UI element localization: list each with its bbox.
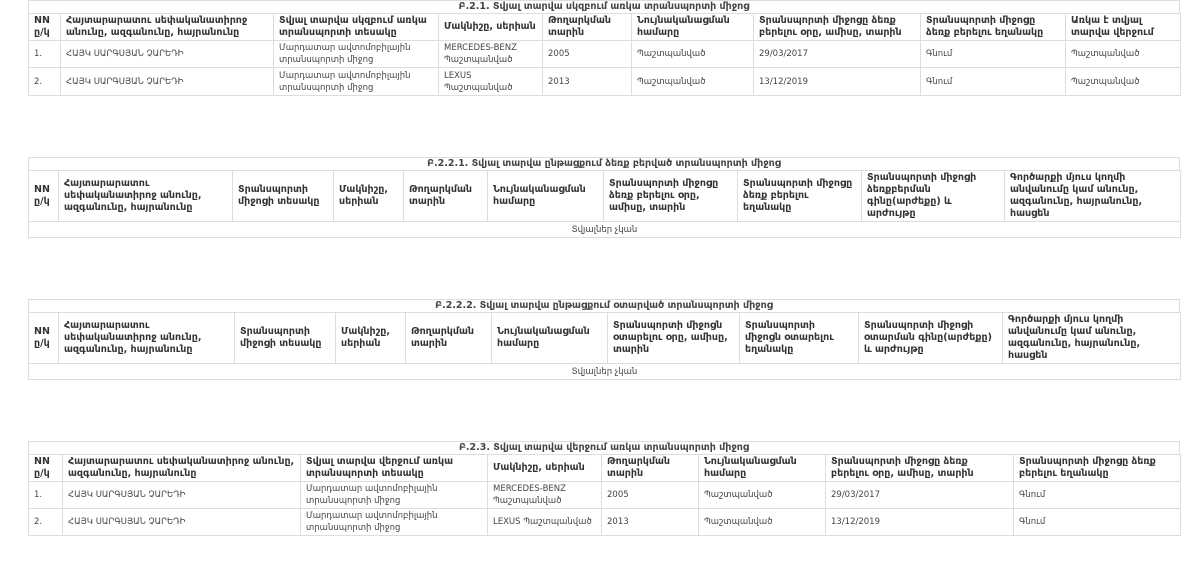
header-cell: Թողարկման տարին [406, 313, 492, 364]
table-cell: Գնում [1014, 482, 1181, 509]
header-cell: Գործարքի մյուս կողմի անվանումը կամ անունը, ազգանունը, հայրանունը, հասցեն [1005, 171, 1181, 222]
header-cell: Նույնականացման համարը [492, 313, 608, 364]
table-cell: Մարդատար ավտոմոբիլային տրանսպորտի միջոց [301, 482, 488, 509]
table-cell: Գնում [921, 68, 1066, 96]
table-cell: Պաշտպանված [1066, 68, 1181, 96]
table-cell: LEXUS Պաշտպանված [488, 509, 602, 536]
header-cell: Տրանսպորտի միջոցը ձեռք բերելու օրը, ամիսը, տարին [604, 171, 738, 222]
header-cell: NN ը/կ [29, 14, 61, 41]
table-row [29, 509, 1181, 536]
header-cell: Հայտարարատու սեփականատիրոջ անունը, ազգանունը, հայրանունը [61, 14, 274, 41]
table-cell: MERCEDES-BENZ Պաշտպանված [488, 482, 602, 509]
table-cell: ՀԱՅԿ ՍԱՐԳՍՅԱՆ ՉԱՐԵԴԻ [61, 68, 274, 96]
table-cell: Պաշտպանված [632, 41, 754, 68]
header-cell: Տրանսպորտի միջոցը ձեռք բերելու եղանակը [921, 14, 1066, 41]
empty-row [29, 222, 1181, 238]
header-cell: Տրանսպորտի միջոցն օտարելու եղանակը [740, 313, 859, 364]
header-cell: Տրանսպորտի միջոցն օտարելու օրը, ամիսը, տարին [608, 313, 740, 364]
table-cell: 29/03/2017 [754, 41, 921, 68]
no-data-message: Տվյալներ չկան [29, 364, 1181, 380]
header-cell: Տրանսպորտի միջոցի օտարման գինը(արժեքը) և արժույթը [859, 313, 1003, 364]
header-cell: NN ը/կ [29, 455, 63, 482]
header-row [29, 313, 1181, 364]
header-cell: Հայտարարատու սեփականատիրոջ անունը, ազգանունը, հայրանունը [59, 313, 235, 364]
header-cell: Տրանսպորտի միջոցը ձեռք բերելու օրը, ամիսը, տարին [754, 14, 921, 41]
table-cell: 2013 [543, 68, 632, 96]
table-cell: 29/03/2017 [826, 482, 1014, 509]
section-title: Բ.2.2.2. Տվյալ տարվա ընթացքում օտարված տրանսպորտի միջոց [28, 299, 1180, 312]
header-cell: Տրանսպորտի միջոցը ձեռք բերելու եղանակը [1014, 455, 1181, 482]
header-cell: NN ը/կ [29, 313, 59, 364]
table-cell: 2. [29, 509, 63, 536]
table-row [29, 482, 1181, 509]
table-cell: Մարդատար ավտոմոբիլային տրանսպորտի միջոց [274, 41, 439, 68]
year-start-vehicles-table [28, 13, 1181, 96]
table-cell: ՀԱՅԿ ՍԱՐԳՍՅԱՆ ՉԱՐԵԴԻ [61, 41, 274, 68]
header-cell: Տրանսպորտի միջոցը ձեռք բերելու օրը, ամիսը, տարին [826, 455, 1014, 482]
header-cell: Գործարքի մյուս կողմի անվանումը կամ անունը, ազգանունը, հայրանունը, հասցեն [1003, 313, 1181, 364]
table-cell: 2013 [602, 509, 699, 536]
header-cell: Հայտարարատու սեփականատիրոջ անունը, ազգանունը, հայրանունը [59, 171, 233, 222]
table-cell: ՀԱՅԿ ՍԱՐԳՍՅԱՆ ՉԱՐԵԴԻ [63, 509, 301, 536]
section-acquired-vehicles [28, 157, 1180, 238]
section-title: Բ.2.1. Տվյալ տարվա սկզբում առկա տրանսպորտի միջոց [28, 0, 1180, 13]
header-cell: Թողարկման տարին [602, 455, 699, 482]
table-cell: 13/12/2019 [754, 68, 921, 96]
section-title: Բ.2.3. Տվյալ տարվա վերջում առկա տրանսպորտի միջոց [28, 441, 1180, 454]
section-year-end-vehicles [28, 441, 1180, 536]
alienated-vehicles-table [28, 312, 1181, 380]
table-cell: LEXUS Պաշտպանված [439, 68, 543, 96]
table-cell: 1. [29, 41, 61, 68]
year-end-vehicles-table [28, 454, 1181, 536]
section-alienated-vehicles [28, 299, 1180, 380]
table-cell: Պաշտպանված [632, 68, 754, 96]
header-cell: NN ը/կ [29, 171, 59, 222]
table-cell: Պաշտպանված [1066, 41, 1181, 68]
header-cell: Մակնիշը, սերիան [334, 171, 404, 222]
table-cell: Գնում [1014, 509, 1181, 536]
header-cell: Տրանսպորտի միջոցի տեսակը [235, 313, 336, 364]
table-cell: 1. [29, 482, 63, 509]
empty-row [29, 364, 1181, 380]
header-cell: Թողարկման տարին [543, 14, 632, 41]
header-cell: Մակնիշը, սերիան [439, 14, 543, 41]
header-cell: Թողարկման տարին [404, 171, 488, 222]
header-cell: Նույնականացման համարը [632, 14, 754, 41]
header-cell: Տվյալ տարվա սկզբում առկա տրանսպորտի տեսակը [274, 14, 439, 41]
section-title: Բ.2.2.1. Տվյալ տարվա ընթացքում ձեռք բերված տրանսպորտի միջոց [28, 157, 1180, 170]
header-cell: Մակնիշը, սերիան [488, 455, 602, 482]
table-cell: Գնում [921, 41, 1066, 68]
header-cell: Հայտարարատու սեփականատիրոջ անունը, ազգանունը, հայրանունը [63, 455, 301, 482]
header-row [29, 171, 1181, 222]
table-row [29, 41, 1181, 68]
header-row [29, 455, 1181, 482]
table-cell: Մարդատար ավտոմոբիլային տրանսպորտի միջոց [274, 68, 439, 96]
header-cell: Տրանսպորտի միջոցը ձեռք բերելու եղանակը [738, 171, 862, 222]
header-cell: Մակնիշը, սերիան [336, 313, 406, 364]
table-cell: 2. [29, 68, 61, 96]
header-cell: Տվյալ տարվա վերջում առկա տրանսպորտի տեսակը [301, 455, 488, 482]
table-cell: Մարդատար ավտոմոբիլային տրանսպորտի միջոց [301, 509, 488, 536]
table-cell: MERCEDES-BENZ Պաշտպանված [439, 41, 543, 68]
header-cell: Նույնականացման համարը [488, 171, 604, 222]
table-cell: ՀԱՅԿ ՍԱՐԳՍՅԱՆ ՉԱՐԵԴԻ [63, 482, 301, 509]
table-cell: 2005 [602, 482, 699, 509]
header-row [29, 14, 1181, 41]
header-cell: Տրանսպորտի միջոցի ձեռքբերման գինը(արժեքը) և արժույթը [862, 171, 1005, 222]
header-cell: Առկա է տվյալ տարվա վերջում [1066, 14, 1181, 41]
table-cell: 13/12/2019 [826, 509, 1014, 536]
header-cell: Նույնականացման համարը [699, 455, 826, 482]
section-year-start-vehicles [28, 0, 1180, 96]
acquired-vehicles-table [28, 170, 1181, 238]
table-cell: 2005 [543, 41, 632, 68]
table-row [29, 68, 1181, 96]
header-cell: Տրանսպորտի միջոցի տեսակը [233, 171, 334, 222]
no-data-message: Տվյալներ չկան [29, 222, 1181, 238]
table-cell: Պաշտպանված [699, 509, 826, 536]
table-cell: Պաշտպանված [699, 482, 826, 509]
